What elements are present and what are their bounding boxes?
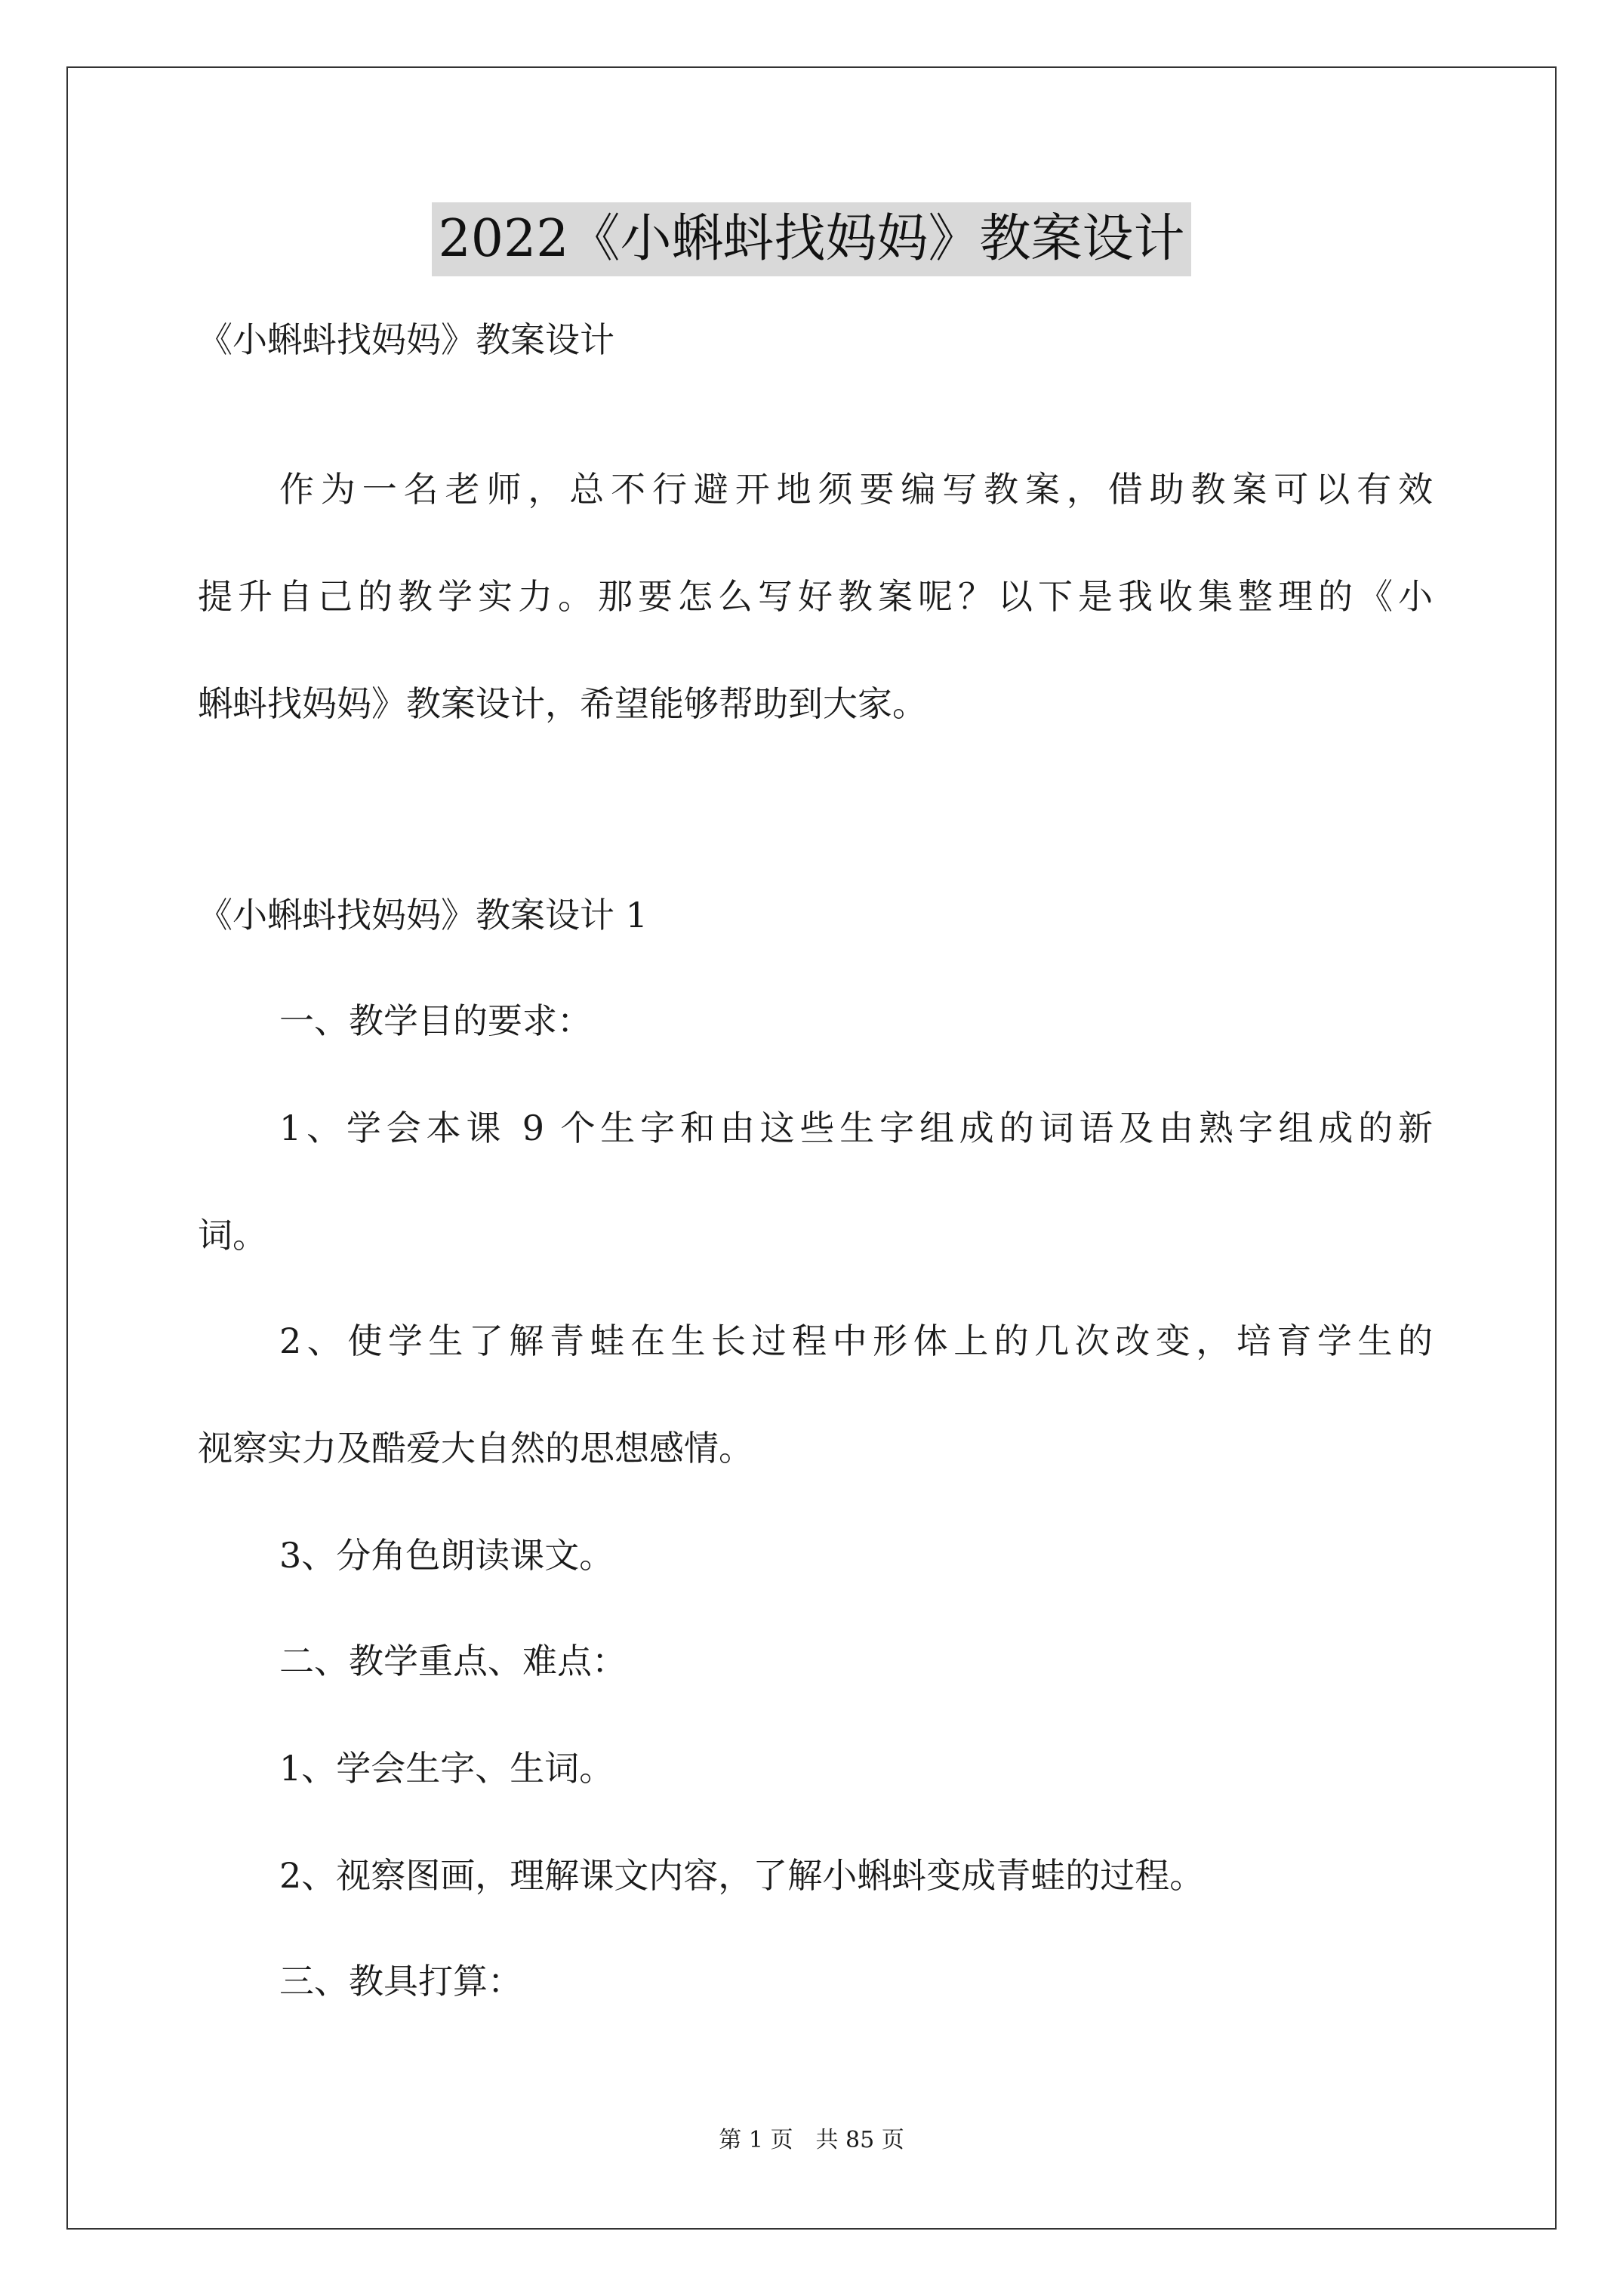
body-line-7: 二、教学重点、难点： — [279, 1641, 627, 1681]
section-heading: 《小蝌蚪找妈妈》教案设计 1 — [198, 895, 648, 935]
body-line-3: 词。 — [198, 1215, 267, 1256]
document-title: 2022《小蝌蚪找妈妈》教案设计 — [432, 202, 1190, 276]
title-container — [0, 202, 1623, 276]
intro-line-3: 蝌蚪找妈妈》教案设计，希望能够帮助到大家。 — [198, 683, 927, 724]
body-line-4: 2、使学生了解青蛙在生长过程中形体上的几次改变，培育学生的 — [279, 1321, 1433, 1361]
intro-line-1: 作为一名老师，总不行避开地须要编写教案，借助教案可以有效 — [279, 469, 1433, 510]
page-number-footer: 第 1 页 共 85 页 — [719, 2127, 904, 2153]
body-line-9: 2、视察图画，理解课文内容，了解小蝌蚪变成青蛙的过程。 — [279, 1855, 1205, 1896]
intro-line-2: 提升自己的教学实力。那要怎么写好教案呢？以下是我收集整理的《小 — [198, 576, 1433, 617]
body-line-5: 视察实力及酷爱大自然的思想感情。 — [198, 1428, 753, 1469]
body-line-10: 三、教具打算： — [279, 1961, 522, 2002]
document-subtitle: 《小蝌蚪找妈妈》教案设计 — [198, 319, 614, 360]
body-line-8: 1、学会生字、生词。 — [279, 1748, 614, 1789]
body-line-1: 一、教学目的要求： — [279, 1000, 592, 1041]
body-line-2: 1、学会本课 9 个生字和由这些生字组成的词语及由熟字组成的新 — [279, 1108, 1433, 1148]
body-line-6: 3、分角色朗读课文。 — [279, 1535, 614, 1576]
